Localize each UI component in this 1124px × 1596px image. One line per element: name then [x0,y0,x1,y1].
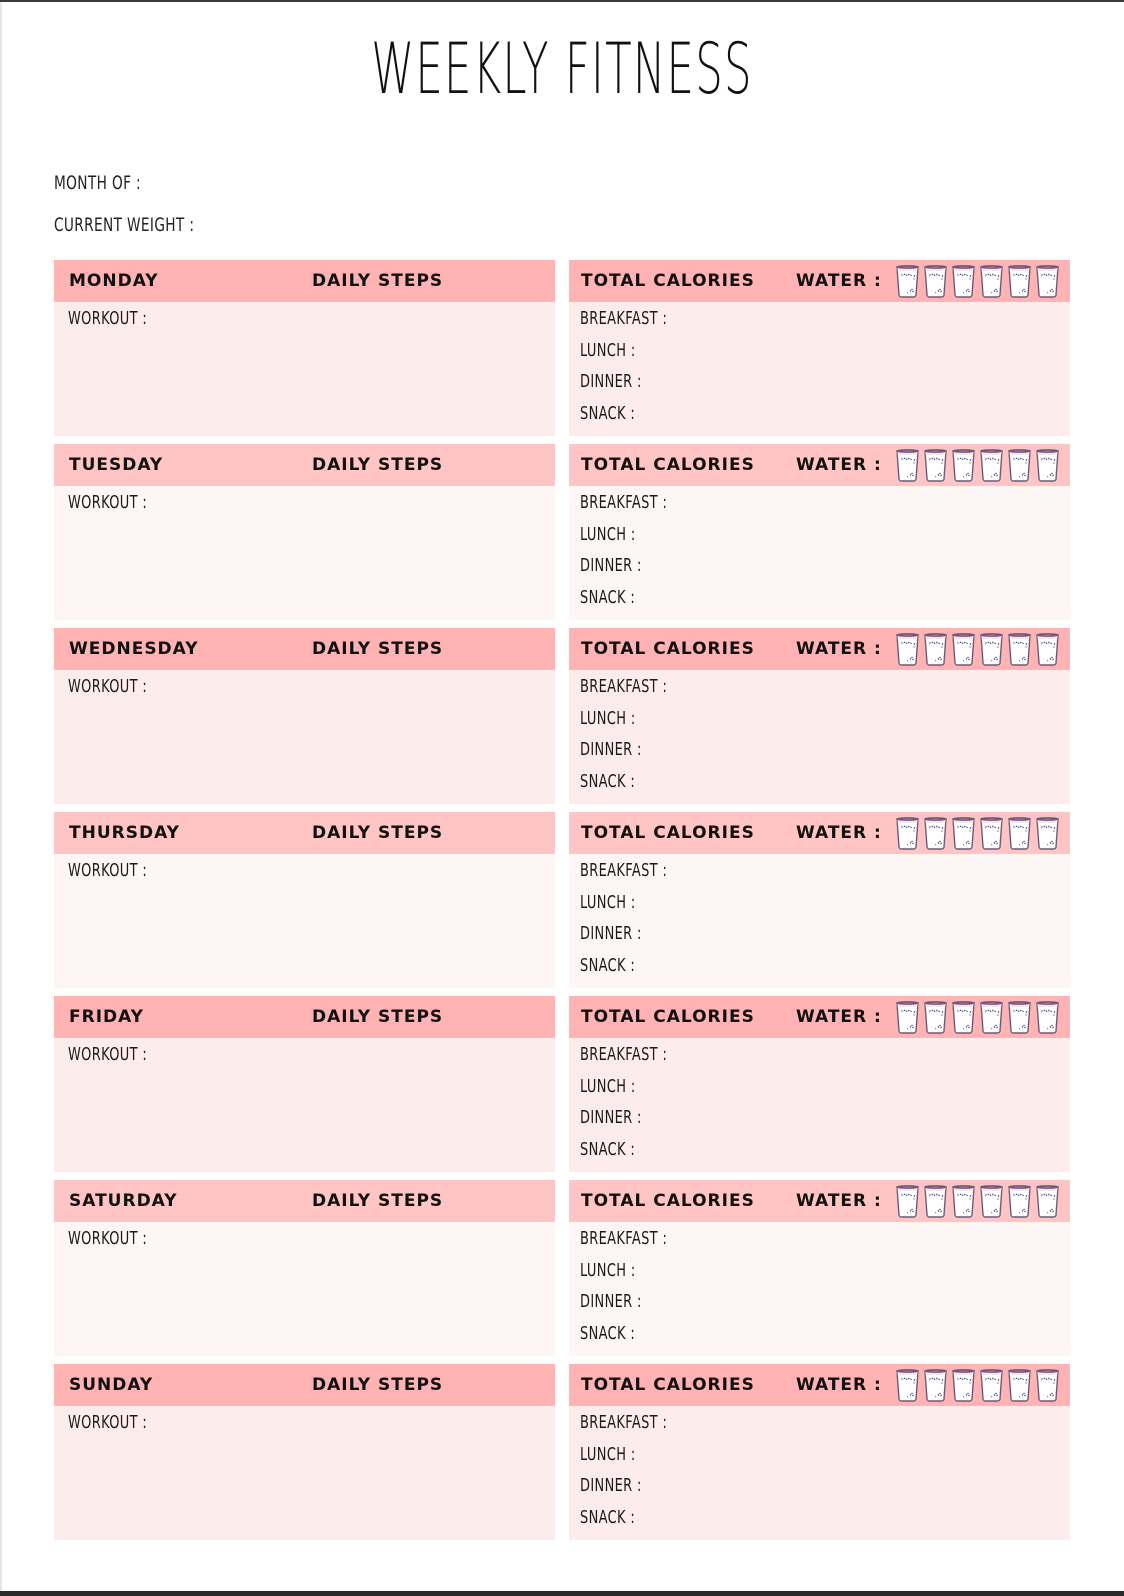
water-glass-icon[interactable] [1035,816,1060,850]
nutrition-panel [569,1364,1070,1540]
water-glass-icon[interactable] [1035,1368,1060,1402]
water-glass-icon[interactable] [951,264,976,298]
snack-field[interactable]: SNACK : [580,1507,636,1528]
water-tracker [895,448,1060,482]
workout-field[interactable]: WORKOUT : [68,676,148,697]
day-row-tuesday [54,444,1070,620]
nutrition-panel-header [569,1364,1070,1406]
snack-field[interactable]: SNACK : [580,955,636,976]
day-row-sunday [54,1364,1070,1540]
water-glass-icon[interactable] [979,816,1004,850]
water-glass-icon[interactable] [923,448,948,482]
nutrition-panel-body [569,1222,1070,1356]
page-title: WEEKLY FITNESS [371,28,753,110]
nutrition-panel [569,260,1070,436]
water-glass-icon[interactable] [951,632,976,666]
lunch-field[interactable]: LUNCH : [580,1444,636,1465]
water-tracker [895,264,1060,298]
workout-panel [54,260,555,436]
day-name: SATURDAY [69,1191,178,1211]
breakfast-field[interactable]: BREAKFAST : [580,492,668,513]
water-glass-icon[interactable] [1007,1368,1032,1402]
total-calories-field[interactable]: TOTAL CALORIES [581,1375,755,1395]
nutrition-panel [569,812,1070,988]
workout-panel [54,1180,555,1356]
day-row-friday [54,996,1070,1172]
water-glass-icon[interactable] [923,1184,948,1218]
workout-panel-header [54,996,555,1038]
snack-field[interactable]: SNACK : [580,771,636,792]
water-label: WATER : [796,1375,882,1395]
workout-panel-header [54,444,555,486]
workout-panel-body[interactable] [54,670,555,804]
total-calories-field[interactable]: TOTAL CALORIES [581,271,755,291]
workout-panel-header [54,812,555,854]
workout-field[interactable]: WORKOUT : [68,1228,148,1249]
snack-field[interactable]: SNACK : [580,587,636,608]
water-glass-icon[interactable] [979,632,1004,666]
workout-panel [54,444,555,620]
water-glass-icon[interactable] [951,1368,976,1402]
water-glass-icon[interactable] [1007,448,1032,482]
water-glass-icon[interactable] [895,632,920,666]
lunch-field[interactable]: LUNCH : [580,524,636,545]
lunch-field[interactable]: LUNCH : [580,1076,636,1097]
nutrition-panel [569,996,1070,1172]
water-glass-icon[interactable] [1007,1000,1032,1034]
snack-field[interactable]: SNACK : [580,1323,636,1344]
lunch-field[interactable]: LUNCH : [580,708,636,729]
breakfast-field[interactable]: BREAKFAST : [580,1228,668,1249]
snack-field[interactable]: SNACK : [580,1139,636,1160]
daily-steps-field[interactable]: DAILY STEPS [312,823,444,843]
workout-field[interactable]: WORKOUT : [68,1412,148,1433]
day-name: TUESDAY [69,455,164,475]
water-glass-icon[interactable] [1007,632,1032,666]
nutrition-panel-body [569,1038,1070,1172]
nutrition-panel-header [569,812,1070,854]
page-top-edge [0,0,1124,2]
water-glass-icon[interactable] [951,816,976,850]
water-glass-icon[interactable] [1035,1000,1060,1034]
workout-panel [54,628,555,804]
water-glass-icon[interactable] [895,816,920,850]
daily-steps-field[interactable]: DAILY STEPS [312,1191,444,1211]
water-glass-icon[interactable] [1035,448,1060,482]
workout-field[interactable]: WORKOUT : [68,860,148,881]
day-name: FRIDAY [69,1007,144,1027]
water-glass-icon[interactable] [1035,632,1060,666]
snack-field[interactable]: SNACK : [580,403,636,424]
workout-panel-body[interactable] [54,1222,555,1356]
workout-field[interactable]: WORKOUT : [68,492,148,513]
day-name: THURSDAY [69,823,180,843]
water-glass-icon[interactable] [979,1368,1004,1402]
workout-panel-body[interactable] [54,1038,555,1172]
breakfast-field[interactable]: BREAKFAST : [580,308,668,329]
nutrition-panel [569,628,1070,804]
workout-panel [54,1364,555,1540]
daily-steps-field[interactable]: DAILY STEPS [312,639,444,659]
water-tracker [895,1184,1060,1218]
daily-steps-field[interactable]: DAILY STEPS [312,455,444,475]
workout-panel-header [54,1364,555,1406]
day-row-wednesday [54,628,1070,804]
water-glass-icon[interactable] [895,448,920,482]
water-glass-icon[interactable] [895,1368,920,1402]
month-of-field[interactable]: MONTH OF : [54,172,141,194]
water-tracker [895,1368,1060,1402]
breakfast-field[interactable]: BREAKFAST : [580,1412,668,1433]
dinner-field[interactable]: DINNER : [580,1107,642,1128]
water-glass-icon[interactable] [923,1368,948,1402]
water-glass-icon[interactable] [1007,816,1032,850]
workout-panel-body[interactable] [54,486,555,620]
water-glass-icon[interactable] [1007,264,1032,298]
current-weight-field[interactable]: CURRENT WEIGHT : [54,214,195,236]
total-calories-field[interactable]: TOTAL CALORIES [581,1191,755,1211]
lunch-field[interactable]: LUNCH : [580,892,636,913]
water-tracker [895,816,1060,850]
nutrition-panel-header [569,628,1070,670]
daily-steps-field[interactable]: DAILY STEPS [312,271,444,291]
dinner-field[interactable]: DINNER : [580,1475,642,1496]
water-label: WATER : [796,271,882,291]
day-row-saturday [54,1180,1070,1356]
dinner-field[interactable]: DINNER : [580,739,642,760]
water-glass-icon[interactable] [1007,1184,1032,1218]
workout-panel-body[interactable] [54,1406,555,1540]
dinner-field[interactable]: DINNER : [580,555,642,576]
water-glass-icon[interactable] [1035,264,1060,298]
water-glass-icon[interactable] [895,264,920,298]
water-glass-icon[interactable] [895,1000,920,1034]
nutrition-panel-body [569,302,1070,436]
day-name: MONDAY [69,271,159,291]
water-label: WATER : [796,639,882,659]
workout-panel [54,812,555,988]
water-glass-icon[interactable] [923,264,948,298]
breakfast-field[interactable]: BREAKFAST : [580,860,668,881]
dinner-field[interactable]: DINNER : [580,923,642,944]
nutrition-panel-header [569,1180,1070,1222]
day-name: SUNDAY [69,1375,154,1395]
workout-field[interactable]: WORKOUT : [68,308,148,329]
water-tracker [895,632,1060,666]
water-glass-icon[interactable] [979,1184,1004,1218]
workout-panel [54,996,555,1172]
daily-steps-field[interactable]: DAILY STEPS [312,1375,444,1395]
water-glass-icon[interactable] [951,1184,976,1218]
workout-panel-body[interactable] [54,302,555,436]
dinner-field[interactable]: DINNER : [580,371,642,392]
water-glass-icon[interactable] [979,448,1004,482]
day-name: WEDNESDAY [69,639,199,659]
water-glass-icon[interactable] [979,264,1004,298]
water-glass-icon[interactable] [923,816,948,850]
total-calories-field[interactable]: TOTAL CALORIES [581,823,755,843]
nutrition-panel-body [569,670,1070,804]
water-glass-icon[interactable] [951,448,976,482]
water-label: WATER : [796,823,882,843]
nutrition-panel [569,444,1070,620]
nutrition-panel-header [569,444,1070,486]
water-tracker [895,1000,1060,1034]
nutrition-panel [569,1180,1070,1356]
breakfast-field[interactable]: BREAKFAST : [580,1044,668,1065]
workout-panel-header [54,628,555,670]
page-bottom-bar [0,1591,1124,1596]
dinner-field[interactable]: DINNER : [580,1291,642,1312]
total-calories-field[interactable]: TOTAL CALORIES [581,1007,755,1027]
workout-panel-header [54,1180,555,1222]
nutrition-panel-body [569,486,1070,620]
nutrition-panel-header [569,260,1070,302]
total-calories-field[interactable]: TOTAL CALORIES [581,639,755,659]
daily-steps-field[interactable]: DAILY STEPS [312,1007,444,1027]
workout-panel-body[interactable] [54,854,555,988]
water-glass-icon[interactable] [979,1000,1004,1034]
nutrition-panel-body [569,854,1070,988]
water-glass-icon[interactable] [895,1184,920,1218]
week-grid [54,260,1070,1548]
lunch-field[interactable]: LUNCH : [580,1260,636,1281]
page-left-edge [0,2,2,1591]
workout-field[interactable]: WORKOUT : [68,1044,148,1065]
lunch-field[interactable]: LUNCH : [580,340,636,361]
water-glass-icon[interactable] [951,1000,976,1034]
nutrition-panel-body [569,1406,1070,1540]
total-calories-field[interactable]: TOTAL CALORIES [581,455,755,475]
workout-panel-header [54,260,555,302]
day-row-thursday [54,812,1070,988]
water-label: WATER : [796,1007,882,1027]
water-glass-icon[interactable] [923,1000,948,1034]
water-label: WATER : [796,1191,882,1211]
nutrition-panel-header [569,996,1070,1038]
water-glass-icon[interactable] [1035,1184,1060,1218]
breakfast-field[interactable]: BREAKFAST : [580,676,668,697]
day-row-monday [54,260,1070,436]
water-label: WATER : [796,455,882,475]
water-glass-icon[interactable] [923,632,948,666]
